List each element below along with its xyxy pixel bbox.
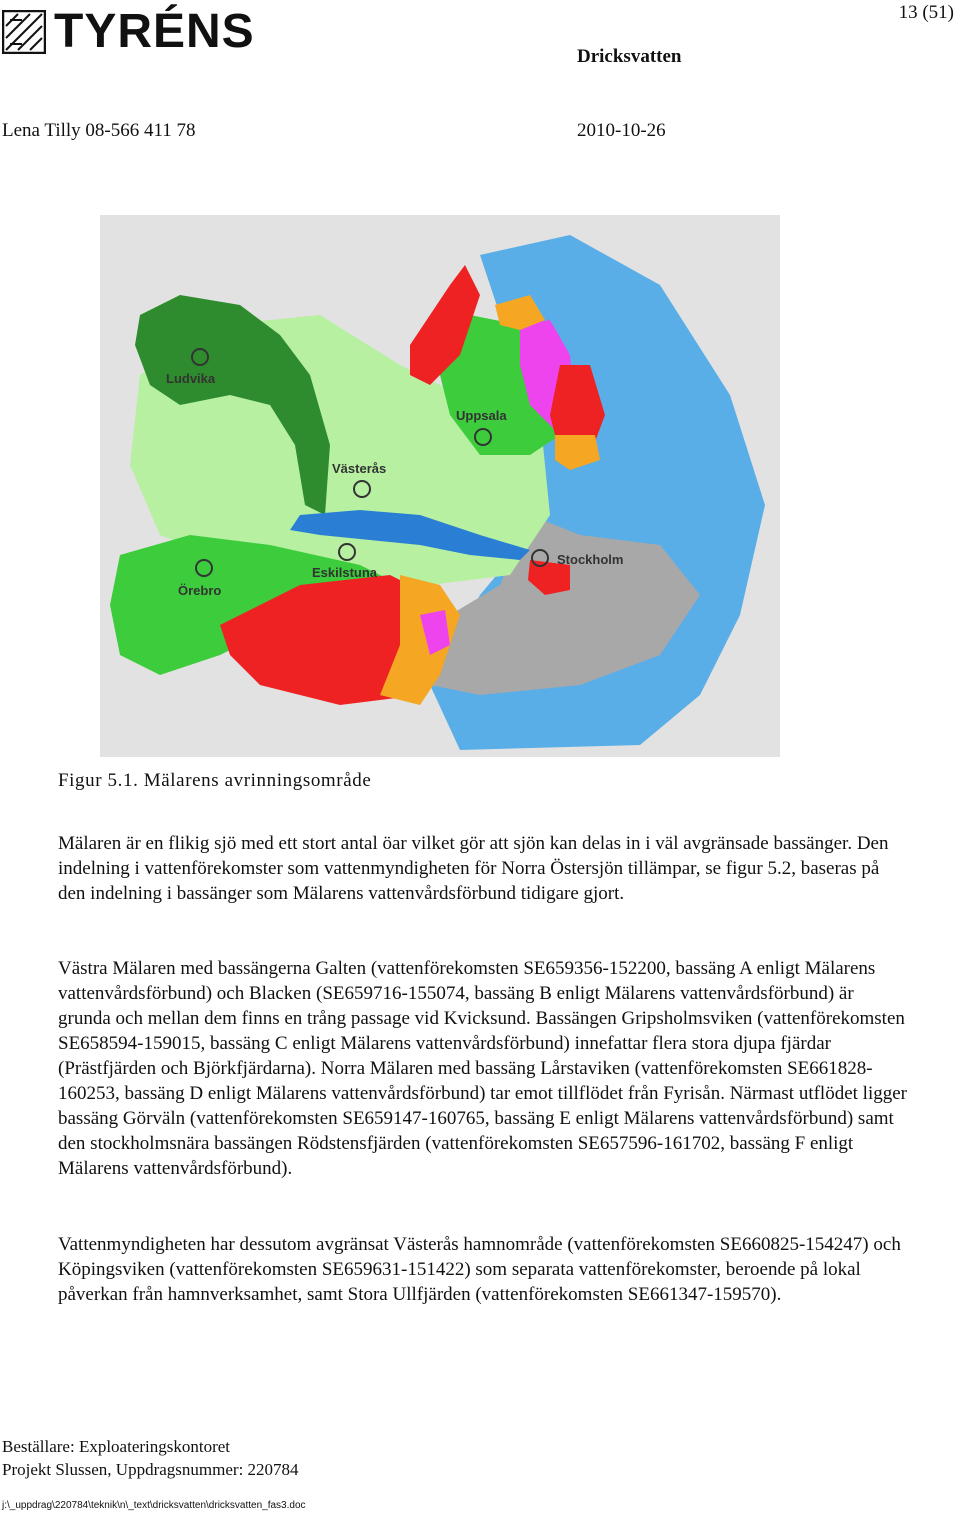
city-label-uppsala: Uppsala bbox=[456, 408, 507, 423]
city-label-ludvika: Ludvika bbox=[166, 371, 216, 386]
footer-project: Projekt Slussen, Uppdragsnummer: 220784 bbox=[2, 1460, 299, 1479]
document-date: 2010-10-26 bbox=[577, 120, 666, 141]
page-number: 13 (51) bbox=[898, 2, 954, 23]
malaren-catchment-map bbox=[100, 215, 780, 757]
body-paragraph: Mälaren är en flikig sjö med ett stort antal öar vilket gör att sjön kan delas in i väl avgränsade bassänger. Den indelning i vattenförekomster som vattenmyndigheten för Norra Östersjön tillämpar, se figur 5.2, baseras på den indelning i bassänger som Mälarens vattenvårdsförbund tidigare gjort. bbox=[58, 833, 889, 904]
figure-caption: Figur 5.1. Mälarens avrinningsområde bbox=[58, 770, 372, 791]
city-label-orebro: Örebro bbox=[178, 583, 222, 598]
city-label-vasteras: Västerås bbox=[332, 461, 387, 476]
logo-mark-icon bbox=[2, 10, 46, 54]
author-line: Lena Tilly 08-566 411 78 bbox=[2, 120, 196, 141]
footer-client: Beställare: Exploateringskontoret bbox=[2, 1437, 231, 1456]
body-paragraph: Västra Mälaren med bassängerna Galten (vattenförekomsten SE659356-152200, bassäng A enligt Mälarens vattenvårdsförbund) och Blacken (SE659716-155074, bassäng B enligt Mälarens vattenvårdsförbund) är grunda och mellan dem finns en trång passage vid Kvicksund. Bassängen Gripsholmsviken (vattenförekomsten SE658594-159015, bassäng C enligt Mälarens vattenvårdsförbund) innefattar flera stora djupa fjärdar (Prästfjärden och Björkfjärdarna). Norra Mälaren med bassäng Lårstaviken (vattenförekomsten SE661828-160253, bassäng D enligt Mälarens vattenvårdsförbund) tar emot tillflödet från Fyrisån. Närmast utflödet ligger bassäng Görväln (vattenförekomsten SE659147-160765, bassäng E enligt Mälarens vattenvårdsförbund) samt den stockholmsnära bassängen Rödstensfjärden (vattenförekomsten SE657596-161702, bassäng F enligt Mälarens vattenvårdsförbund). bbox=[58, 958, 907, 1179]
footer-file-path: j:\_uppdrag\220784\teknik\n\_text\dricksvatten\dricksvatten_fas3.doc bbox=[2, 1500, 306, 1511]
city-label-eskilstuna: Eskilstuna bbox=[312, 565, 378, 580]
document-title: Dricksvatten bbox=[577, 46, 682, 67]
city-label-stockholm: Stockholm bbox=[557, 552, 624, 567]
logo-text: TYRÉNS bbox=[54, 5, 255, 58]
body-paragraph: Vattenmyndigheten har dessutom avgränsat Västerås hamnområde (vattenförekomsten SE660825-154247) och Köpingsviken (vattenförekomsten SE659631-151422) som separata vattenförekomster, beroende på lokal påverkan från hamnverksamhet, samt Stora Ullfjärden (vattenförekomsten SE661347-159570). bbox=[58, 1234, 901, 1305]
tyrens-logo bbox=[2, 5, 255, 58]
